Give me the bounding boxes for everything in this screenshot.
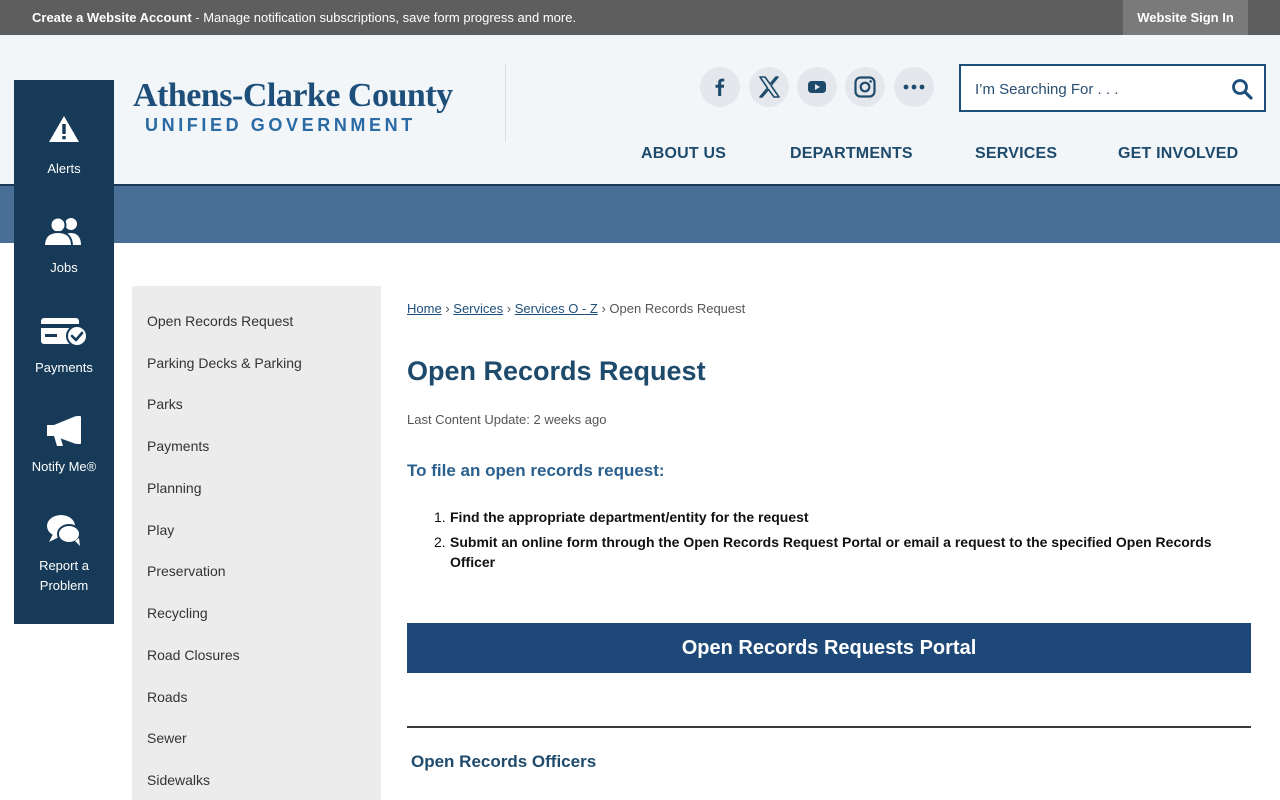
list-item-number: 2.	[434, 534, 446, 550]
search-button[interactable]	[1229, 76, 1255, 102]
list-item-number: 1.	[434, 509, 446, 525]
x-icon[interactable]	[749, 67, 789, 107]
breadcrumb-current: Open Records Request	[609, 301, 746, 316]
breadcrumb-separator: ›	[506, 301, 512, 316]
list-item-text: Submit an online form through the Open Records Request Portal or email a request to the specified Open Records Officer	[450, 534, 1212, 570]
quick-link-payments[interactable]	[14, 316, 114, 378]
quick-link-label: Jobs	[50, 260, 78, 275]
subnav-item-roads[interactable]: Roads	[147, 689, 188, 705]
breadcrumb-services-oz-link[interactable]: Services O - Z	[514, 301, 598, 316]
open-records-portal-button[interactable]: Open Records Requests Portal	[407, 623, 1251, 673]
quick-link-notify-me[interactable]	[14, 414, 114, 477]
list-item	[434, 532, 1254, 572]
page-title: Open Records Request	[407, 356, 706, 386]
list-item-text: Find the appropriate department/entity for the request	[450, 509, 809, 525]
site-logo[interactable]	[133, 78, 453, 136]
subnav-item-recycling[interactable]: Recycling	[147, 605, 208, 621]
instructions-list	[434, 507, 1254, 577]
logo-subtitle: UNIFIED GOVERNMENT	[145, 115, 416, 135]
more-icon[interactable]	[894, 67, 934, 107]
quick-link-report-a-problem[interactable]	[14, 512, 114, 596]
subnav-item-road-closures[interactable]: Road Closures	[147, 647, 240, 663]
subnav-item-open-records-request[interactable]: Open Records Request	[147, 313, 294, 329]
subnav-item-payments[interactable]: Payments	[147, 438, 210, 454]
breadcrumb-home-link[interactable]: Home	[407, 301, 442, 316]
breadcrumb-separator: ›	[601, 301, 606, 316]
list-item	[434, 507, 1254, 527]
quick-link-label: Notify Me®	[31, 459, 97, 474]
logo-divider	[505, 64, 506, 142]
subnav-item-parks[interactable]: Parks	[147, 396, 183, 412]
quick-link-label-line1: Report a	[39, 558, 89, 573]
section-divider	[407, 726, 1251, 728]
account-message	[32, 10, 576, 25]
youtube-icon[interactable]	[797, 67, 837, 107]
nav-about-us[interactable]: ABOUT US	[641, 145, 727, 162]
section-subheading: To file an open records request:	[407, 461, 665, 480]
header-banner	[0, 186, 1280, 243]
open-records-officers-heading[interactable]: Open Records Officers	[411, 752, 597, 771]
logo-title: Athens-Clarke County	[133, 77, 453, 114]
subnav-item-sewer[interactable]: Sewer	[147, 730, 187, 746]
site-search	[959, 64, 1266, 112]
last-content-update: Last Content Update: 2 weeks ago	[407, 412, 607, 427]
alert-icon	[47, 114, 81, 144]
search-input[interactable]	[975, 78, 1215, 100]
top-bar	[0, 0, 1280, 35]
quick-links-panel	[14, 80, 114, 624]
account-message-text: - Manage notification subscriptions, save form progress and more.	[191, 10, 577, 25]
quick-link-label: Payments	[35, 360, 93, 375]
services-subnav	[132, 286, 381, 800]
website-sign-in-button[interactable]: Website Sign In	[1123, 0, 1248, 35]
subnav-item-preservation[interactable]: Preservation	[147, 563, 226, 579]
subnav-item-planning[interactable]: Planning	[147, 480, 202, 496]
search-icon	[1231, 78, 1253, 100]
breadcrumb-services-link[interactable]: Services	[453, 301, 504, 316]
people-icon	[41, 216, 87, 246]
subnav-item-sidewalks[interactable]: Sidewalks	[147, 772, 211, 788]
payment-card-icon	[39, 316, 89, 348]
quick-link-label: Alerts	[47, 161, 81, 176]
nav-departments[interactable]: DEPARTMENTS	[790, 145, 913, 162]
quick-link-alerts[interactable]	[14, 114, 114, 179]
subnav-item-parking[interactable]: Parking Decks & Parking	[147, 355, 302, 371]
megaphone-icon	[44, 414, 84, 448]
quick-link-jobs[interactable]	[14, 216, 114, 278]
breadcrumb	[407, 301, 745, 316]
breadcrumb-separator: ›	[445, 301, 450, 316]
nav-get-involved[interactable]: GET INVOLVED	[1118, 145, 1239, 162]
instagram-icon[interactable]	[845, 67, 885, 107]
chat-bubbles-icon	[45, 512, 83, 548]
create-account-link[interactable]: Create a Website Account	[32, 10, 192, 25]
quick-link-label-line2: Problem	[39, 578, 89, 593]
facebook-icon[interactable]	[700, 67, 740, 107]
subnav-item-play[interactable]: Play	[147, 522, 175, 538]
nav-services[interactable]: SERVICES	[975, 145, 1058, 162]
